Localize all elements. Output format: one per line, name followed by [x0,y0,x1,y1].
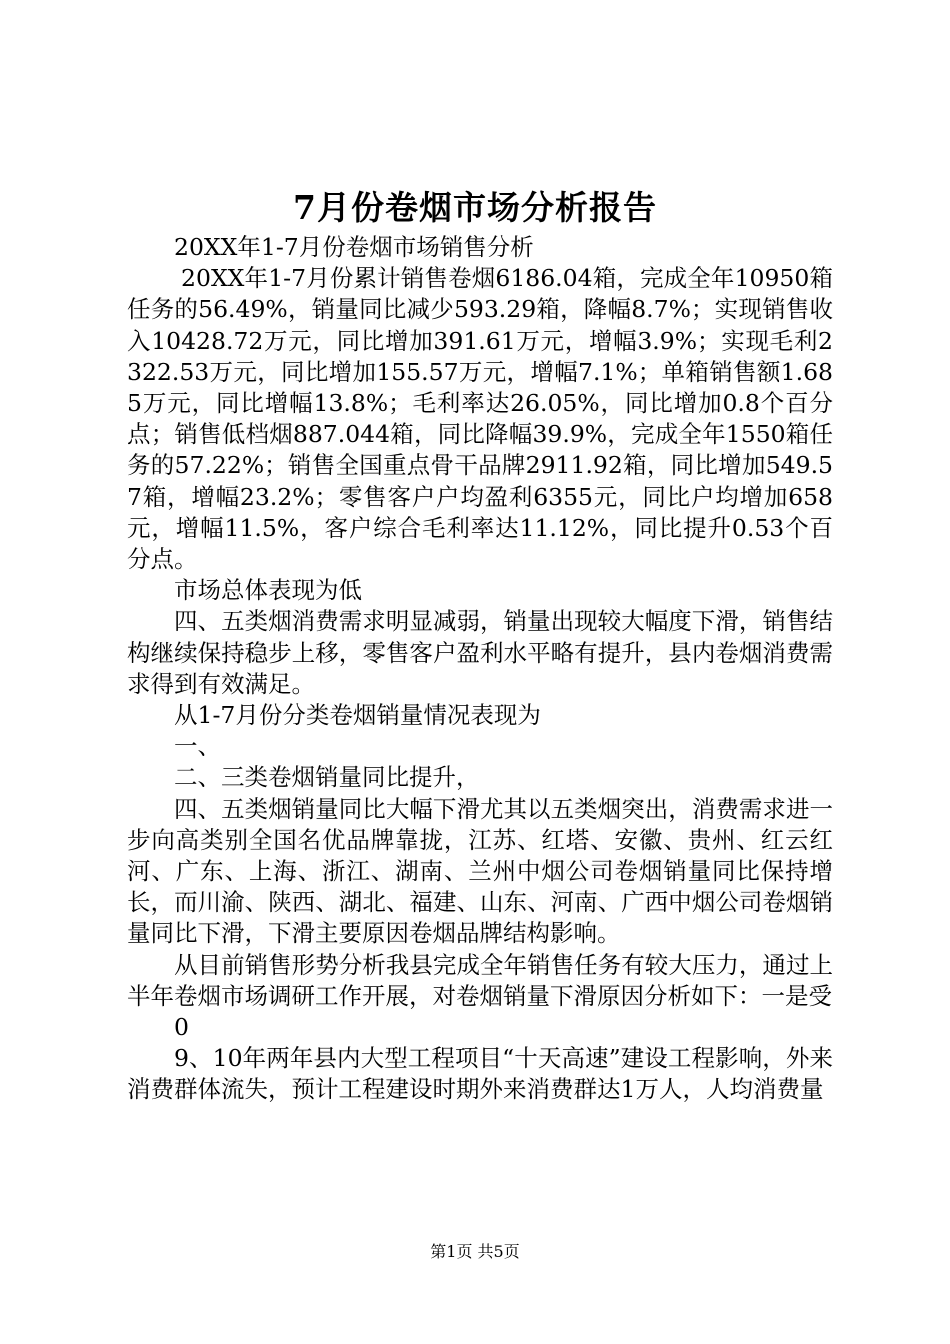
document-body [127,232,833,1106]
paragraph-construction: 9、10年两年县内大型工程项目“十天高速”建设工程影响，外来消费群体流失，预计工程建设时期外来消费群达1万人，人均消费量 [127,1044,833,1104]
paragraph-item-two-three: 二、三类卷烟销量同比提升， [174,763,480,792]
paragraph-task-pressure: 从目前销售形势分析我县完成全年销售任务有较大压力，通过上半年卷烟市场调研工作开展，对卷烟销量下滑原因分析如下：一是受 [127,950,833,1010]
document-title: 7月份卷烟市场分析报告 [293,188,657,227]
paragraph-item-one: 一、 [174,732,221,761]
page-footer: 第1页 共5页 [430,1242,520,1261]
paragraph-item-four-five: 四、五类烟销量同比大幅下滑尤其以五类烟突出，消费需求进一步向高类别全国名优品牌靠拢，江苏、红塔、安徽、贵州、红云红河、广东、上海、浙江、湖南、兰州中烟公司卷烟销量同比保持增长，而川渝、陕西、湖北、福建、山东、河南、广西中烟公司卷烟销量同比下滑，下滑主要原因卷烟品牌结构影响。 [127,794,833,948]
paragraph-demand: 四、五类烟消费需求明显减弱，销量出现较大幅度下滑，销售结构继续保持稳步上移，零售客户盈利水平略有提升，县内卷烟消费需求得到有效满足。 [127,607,833,698]
paragraph-sales-summary: 20XX年1-7月份累计销售卷烟6186.04箱，完成全年10950箱任务的56.49%，销量同比减少593.29箱，降幅8.7%；实现销售收入10428.72万元，同比增加391.61万元，增幅3.9%；实现毛利2322.53万元，同比增加155.57万元，增幅7.1%；单箱销售额1.685万元，同比增幅13.8%；毛利率达26.05%，同比增加0.8个百分点；销售低档烟887.044箱，同比降幅39.9%，完成全年1550箱任务的57.22%；销售全国重点骨干品牌2911.92箱，同比增加549.57箱，增幅23.2%；零售客户户均盈利6355元，同比户均增加658元，增幅11.5%，客户综合毛利率达11.12%，同比提升0.53个百分点。 [127,264,833,574]
paragraph-category-intro: 从1-7月份分类卷烟销量情况表现为 [174,701,541,730]
paragraph-market-overview: 市场总体表现为低 [174,576,362,605]
paragraph-zero: 0 [174,1013,189,1042]
section-heading: 20XX年1-7月份卷烟市场销售分析 [174,233,534,261]
